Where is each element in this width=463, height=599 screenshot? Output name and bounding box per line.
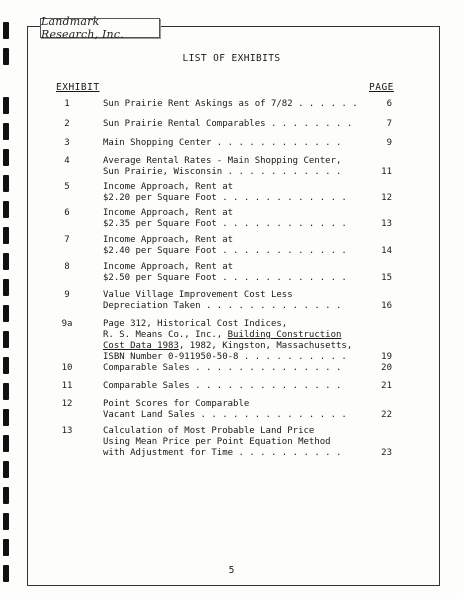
exhibit-number: 3 [64,138,70,148]
exhibit-title: Income Approach, Rent at $2.50 per Square Foot . . . . . . . . . . . . [103,262,347,283]
binder-hole [3,331,9,348]
binder-hole [3,279,9,296]
binder-hole [3,22,9,39]
binder-hole [3,149,9,166]
exhibit-page: 12 [381,193,392,203]
exhibit-title: Main Shopping Center . . . . . . . . . . . . [103,138,342,148]
exhibit-number: 11 [61,381,73,391]
exhibit-column-heading: EXHIBIT [56,82,100,93]
binder-hole [3,409,9,426]
exhibit-title: Calculation of Most Probable Land Price Using Mean Price per Point Equation Method with Adjustment for Time . . . . . . . . . . [103,426,342,458]
binder-hole [3,305,9,322]
exhibit-number: 9 [64,290,70,300]
exhibit-number: 8 [64,262,70,272]
exhibit-number: 1 [64,99,70,109]
binder-hole [3,201,9,218]
exhibit-title: Value Village Improvement Cost Less Depreciation Taken . . . . . . . . . . . . . [103,290,342,311]
binder-holes [0,0,12,599]
binder-hole [3,435,9,452]
page-number: 5 [0,565,463,576]
exhibit-page: 6 [386,99,392,109]
exhibit-title: Average Rental Rates - Main Shopping Center, Sun Prairie, Wisconsin . . . . . . . . . . . [103,156,342,177]
binder-hole [3,487,9,504]
exhibit-title: Sun Prairie Rent Askings as of 7/82 . . . . . . [103,99,358,109]
exhibit-title: Point Scores for Comparable Vacant Land Sales . . . . . . . . . . . . . . [103,399,347,420]
exhibit-number: 9a [61,319,73,329]
binder-hole [3,461,9,478]
exhibit-title: Comparable Sales . . . . . . . . . . . . . . [103,381,342,391]
binder-hole [3,97,9,114]
exhibit-number: 2 [64,119,70,129]
exhibit-page: 15 [381,273,392,283]
binder-hole [3,357,9,374]
exhibit-title: Income Approach, Rent at $2.35 per Square Foot . . . . . . . . . . . . [103,208,347,229]
binder-hole [3,123,9,140]
binder-hole [3,253,9,270]
binder-hole [3,227,9,244]
binder-hole [3,513,9,530]
exhibit-page: 7 [386,119,392,129]
exhibit-title: Income Approach, Rent at $2.20 per Square Foot . . . . . . . . . . . . [103,182,347,203]
exhibit-page: 14 [381,246,392,256]
exhibit-number: 4 [64,156,70,166]
exhibit-title: Sun Prairie Rental Comparables . . . . . . . . [103,119,353,129]
exhibit-number: 7 [64,235,70,245]
binder-hole [3,175,9,192]
exhibit-number: 12 [61,399,73,409]
exhibit-page: 22 [381,410,392,420]
exhibit-page: 23 [381,448,392,458]
exhibit-number: 6 [64,208,70,218]
exhibit-page: 20 [381,363,392,373]
exhibit-page: 16 [381,301,392,311]
exhibit-title: Page 312, Historical Cost Indices, R. S. Means Co., Inc., Building Construction Cost Data 1983, 1982, Kingston, Massachusetts, ISBN Number 0-911950-50-8 . . . . . . . . . . [103,319,353,362]
page-title: LIST OF EXHIBITS [182,53,281,64]
exhibit-number: 5 [64,182,70,192]
binder-hole [3,539,9,556]
binder-hole [3,383,9,400]
exhibit-page: 13 [381,219,392,229]
exhibit-title: Comparable Sales . . . . . . . . . . . . . . [103,363,342,373]
company-logo: Landmark Research, Inc. [40,18,160,38]
exhibit-page: 19 [381,352,392,362]
exhibit-number: 13 [61,426,73,436]
exhibit-page: 21 [381,381,392,391]
exhibit-page: 11 [381,167,392,177]
exhibit-page: 9 [386,138,392,148]
page-column-heading: PAGE [369,82,394,93]
exhibit-number: 10 [61,363,73,373]
exhibit-title: Income Approach, Rent at $2.40 per Square Foot . . . . . . . . . . . . [103,235,347,256]
